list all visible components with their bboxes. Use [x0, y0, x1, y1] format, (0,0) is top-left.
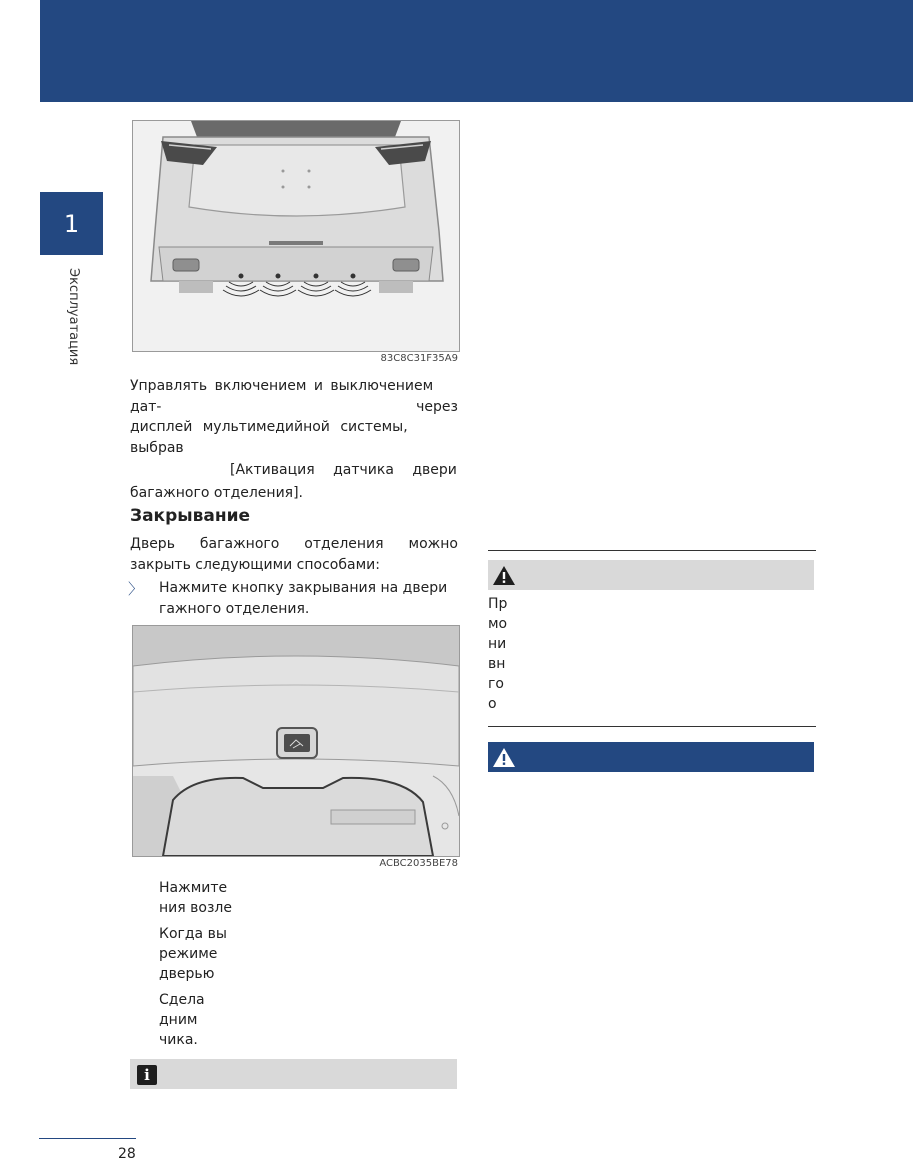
warning-frag-5: го: [488, 676, 504, 692]
intro-line-4: [Активация датчика двери: [230, 462, 457, 478]
close-button-figure: [132, 625, 460, 857]
figure-code-1: 83C8C31F35A9: [380, 353, 458, 364]
info-icon: [137, 1065, 157, 1085]
header-band: [40, 0, 913, 102]
frag-line-7: дним: [159, 1012, 198, 1028]
caution-top-rule: [488, 550, 816, 551]
warning-header-bar: [488, 742, 814, 772]
rear-sensors-figure: [132, 120, 460, 352]
frag-line-3: Когда вы: [159, 926, 227, 942]
info-glyph: i: [144, 1066, 150, 1084]
note-bar: [130, 1059, 457, 1089]
warning-frag-3: ни: [488, 636, 507, 652]
frag-line-2: ния возле: [159, 900, 232, 916]
figure-code-2: ACBC2035BE78: [379, 858, 458, 869]
closing-text: Дверь багажного отделения можно закрыть следующими способами:: [130, 536, 458, 573]
warning-frag-4: вн: [488, 656, 506, 672]
chapter-title: Эксплуатация: [66, 268, 81, 366]
chapter-number: 1: [63, 209, 80, 238]
intro-line-2: через: [416, 399, 458, 415]
intro-line-3: дисплей мультимедийной системы, выбрав: [130, 419, 408, 456]
caution-header-bar: [488, 560, 814, 590]
frag-line-1: Нажмите: [159, 880, 228, 896]
page-number: 28: [118, 1146, 136, 1162]
frag-line-5: дверью: [159, 966, 215, 982]
warning-frag-1: Пр: [488, 596, 508, 612]
warning-frag-6: о: [488, 696, 497, 712]
frag-line-4: режиме: [159, 946, 218, 962]
tailgate-illustration: [133, 626, 459, 856]
warning-triangle-icon: [492, 565, 516, 586]
warning-frag-2: мо: [488, 616, 508, 632]
closing-heading: Закрывание: [130, 506, 251, 526]
intro-line-1: Управлять включением и выключением дат-: [130, 378, 434, 415]
bullet-chevron-icon: 〉: [128, 580, 144, 598]
bullet-item-1: Нажмите кнопку закрывания на двери гажного отделения.: [159, 580, 448, 617]
rear-car-illustration: [133, 121, 459, 351]
chapter-label: [49, 268, 97, 372]
footer-rule: [39, 1138, 136, 1139]
warning-triangle-icon: [492, 747, 516, 768]
frag-line-8: чика.: [159, 1032, 198, 1048]
caution-bottom-rule: [488, 726, 816, 727]
intro-line-5: багажного отделения].: [130, 485, 304, 501]
frag-line-6: Сдела: [159, 992, 205, 1008]
chapter-tab: [40, 192, 103, 255]
